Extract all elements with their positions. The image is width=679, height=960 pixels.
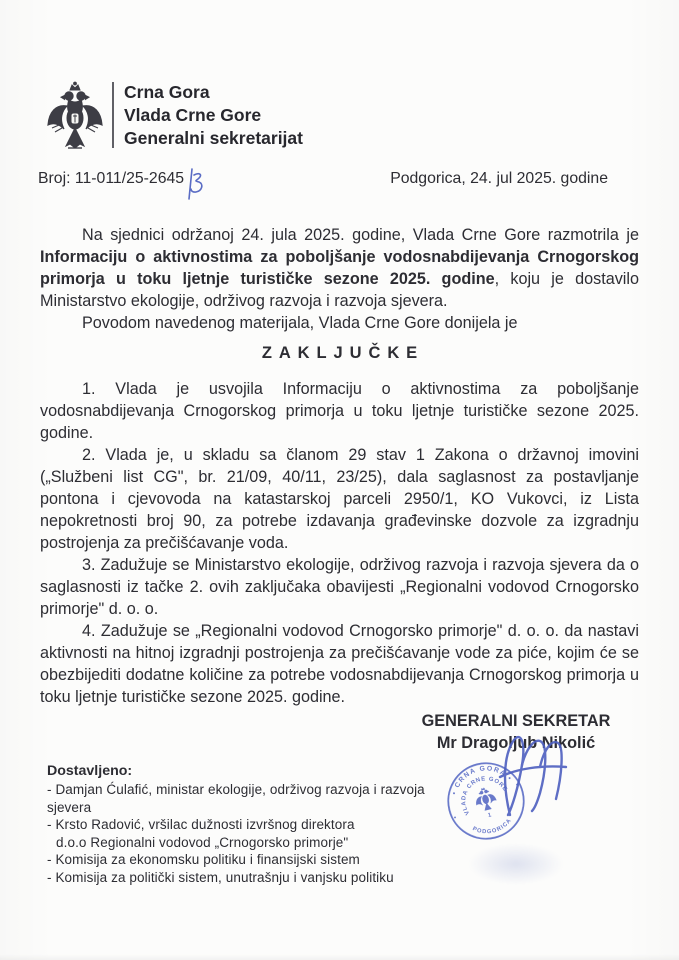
coat-of-arms-icon xyxy=(46,80,106,156)
stamp-bottom-text: PODGORICA xyxy=(471,817,514,836)
letterhead-government: Vlada Crne Gore xyxy=(124,105,262,125)
signature-flourish xyxy=(496,731,570,825)
stamp-ink-smudge xyxy=(468,843,564,885)
document-body xyxy=(40,224,639,708)
distribution-item: d.o.o Regionalni vodovod „Crnogorsko primorje" xyxy=(56,834,349,850)
conclusion-item: 1. Vlada je usvojila Informaciju o aktivnostima za poboljšanje vodosnabdijevanja Crnogorskog primorja u toku ljetnje turističke sezone 2025. godine. xyxy=(40,380,639,442)
scan-edge-shadow xyxy=(0,954,679,960)
reference-line xyxy=(38,170,608,207)
document-title: ZAKLJUČKE xyxy=(261,344,425,362)
conclusion-item: 3. Zadužuje se Ministarstvo ekologije, održivog razvoja i razvoja sjevera da o saglasnosti iz tačke 2. ovih zaključaka obavijesti „Regionalni vodovod Crnogorsko primorje" d. o. o. xyxy=(40,556,639,618)
distribution-item: - Damjan Ćulafić, ministar ekologije, održivog razvoja i razvoja sjevera xyxy=(47,782,425,815)
stamp-outer-text: • CRNA GORA • xyxy=(451,765,514,796)
distribution-list xyxy=(47,781,467,887)
signer-name: Mr Dragoljub Nikolić xyxy=(436,734,596,752)
body-paragraphs xyxy=(40,224,639,334)
stamp-eagle-icon xyxy=(473,786,498,813)
letterhead-text xyxy=(124,80,303,150)
conclusions xyxy=(40,378,639,708)
paragraph: Povodom navedenog materijala, Vlada Crne Gore donijela je xyxy=(82,314,518,332)
reference-number: Broj: 11-011/25-2645 xyxy=(38,170,185,187)
letterhead-divider xyxy=(112,82,114,148)
stamp-center-number: 1 xyxy=(487,812,492,820)
distribution-label: Dostavljeno: xyxy=(47,763,133,779)
letterhead-country: Crna Gora xyxy=(124,82,210,102)
stamp-ring-text: VLADA CRNE GORE xyxy=(461,776,508,816)
conclusion-item: 4. Zadužuje se „Regionalni vodovod Crnogorsko primorje" d. o. o. da nastavi aktivnosti na hitnoj izgradnji postrojenja za prečišćavanje vode za piće, kojim će se obezbijediti dodatne količine za potrebe vodosnabdijevanja Crnogorskog primorja u toku ljetnje turističke sezone 2025. godine. xyxy=(40,622,639,706)
paragraph: Na sjednici održanoj 24. jula 2025. godine, Vlada Crne Gore razmotrila je Informaciju o aktivnostima za poboljšanje vodosnabdijevanja Crnogorskog primorja u toku ljetnje turističke sezone 2025. godine, koju je dostavilo Ministarstvo ekologije, održivog razvoja i razvoja sjevera. xyxy=(40,226,639,310)
distribution-item: - Komisija za politički sistem, unutrašnju i vanjsku politiku xyxy=(47,869,394,885)
conclusion-item: 2. Vlada je, u skladu sa članom 29 stav 1 Zakona o državnoj imovini („Službeni list CG", br. 21/09, 40/11, 23/25), dala saglasnost za postavljanje pontona i cjevovoda na katastarskoj parceli 2950/1, KO Vukovci, iz Lista nepokretnosti broj 90, za potrebe izdavanja građevinske dozvole za izgradnju postrojenja za prečišćavanje voda. xyxy=(40,446,639,552)
distribution-block xyxy=(47,762,467,887)
letterhead-secretariat: Generalni sekretarijat xyxy=(124,128,303,148)
distribution-item: - Komisija za ekonomsku politiku i finansijski sistem xyxy=(47,852,360,868)
signer-role: GENERALNI SEKRETAR xyxy=(421,712,611,730)
distribution-item: - Krsto Radović, vršilac dužnosti izvršnog direktora xyxy=(47,817,355,833)
reference-number-wrap xyxy=(38,170,209,207)
handwritten-mark xyxy=(185,167,209,207)
place-date: Podgorica, 24. jul 2025. godine xyxy=(390,170,608,187)
letterhead xyxy=(46,80,303,156)
